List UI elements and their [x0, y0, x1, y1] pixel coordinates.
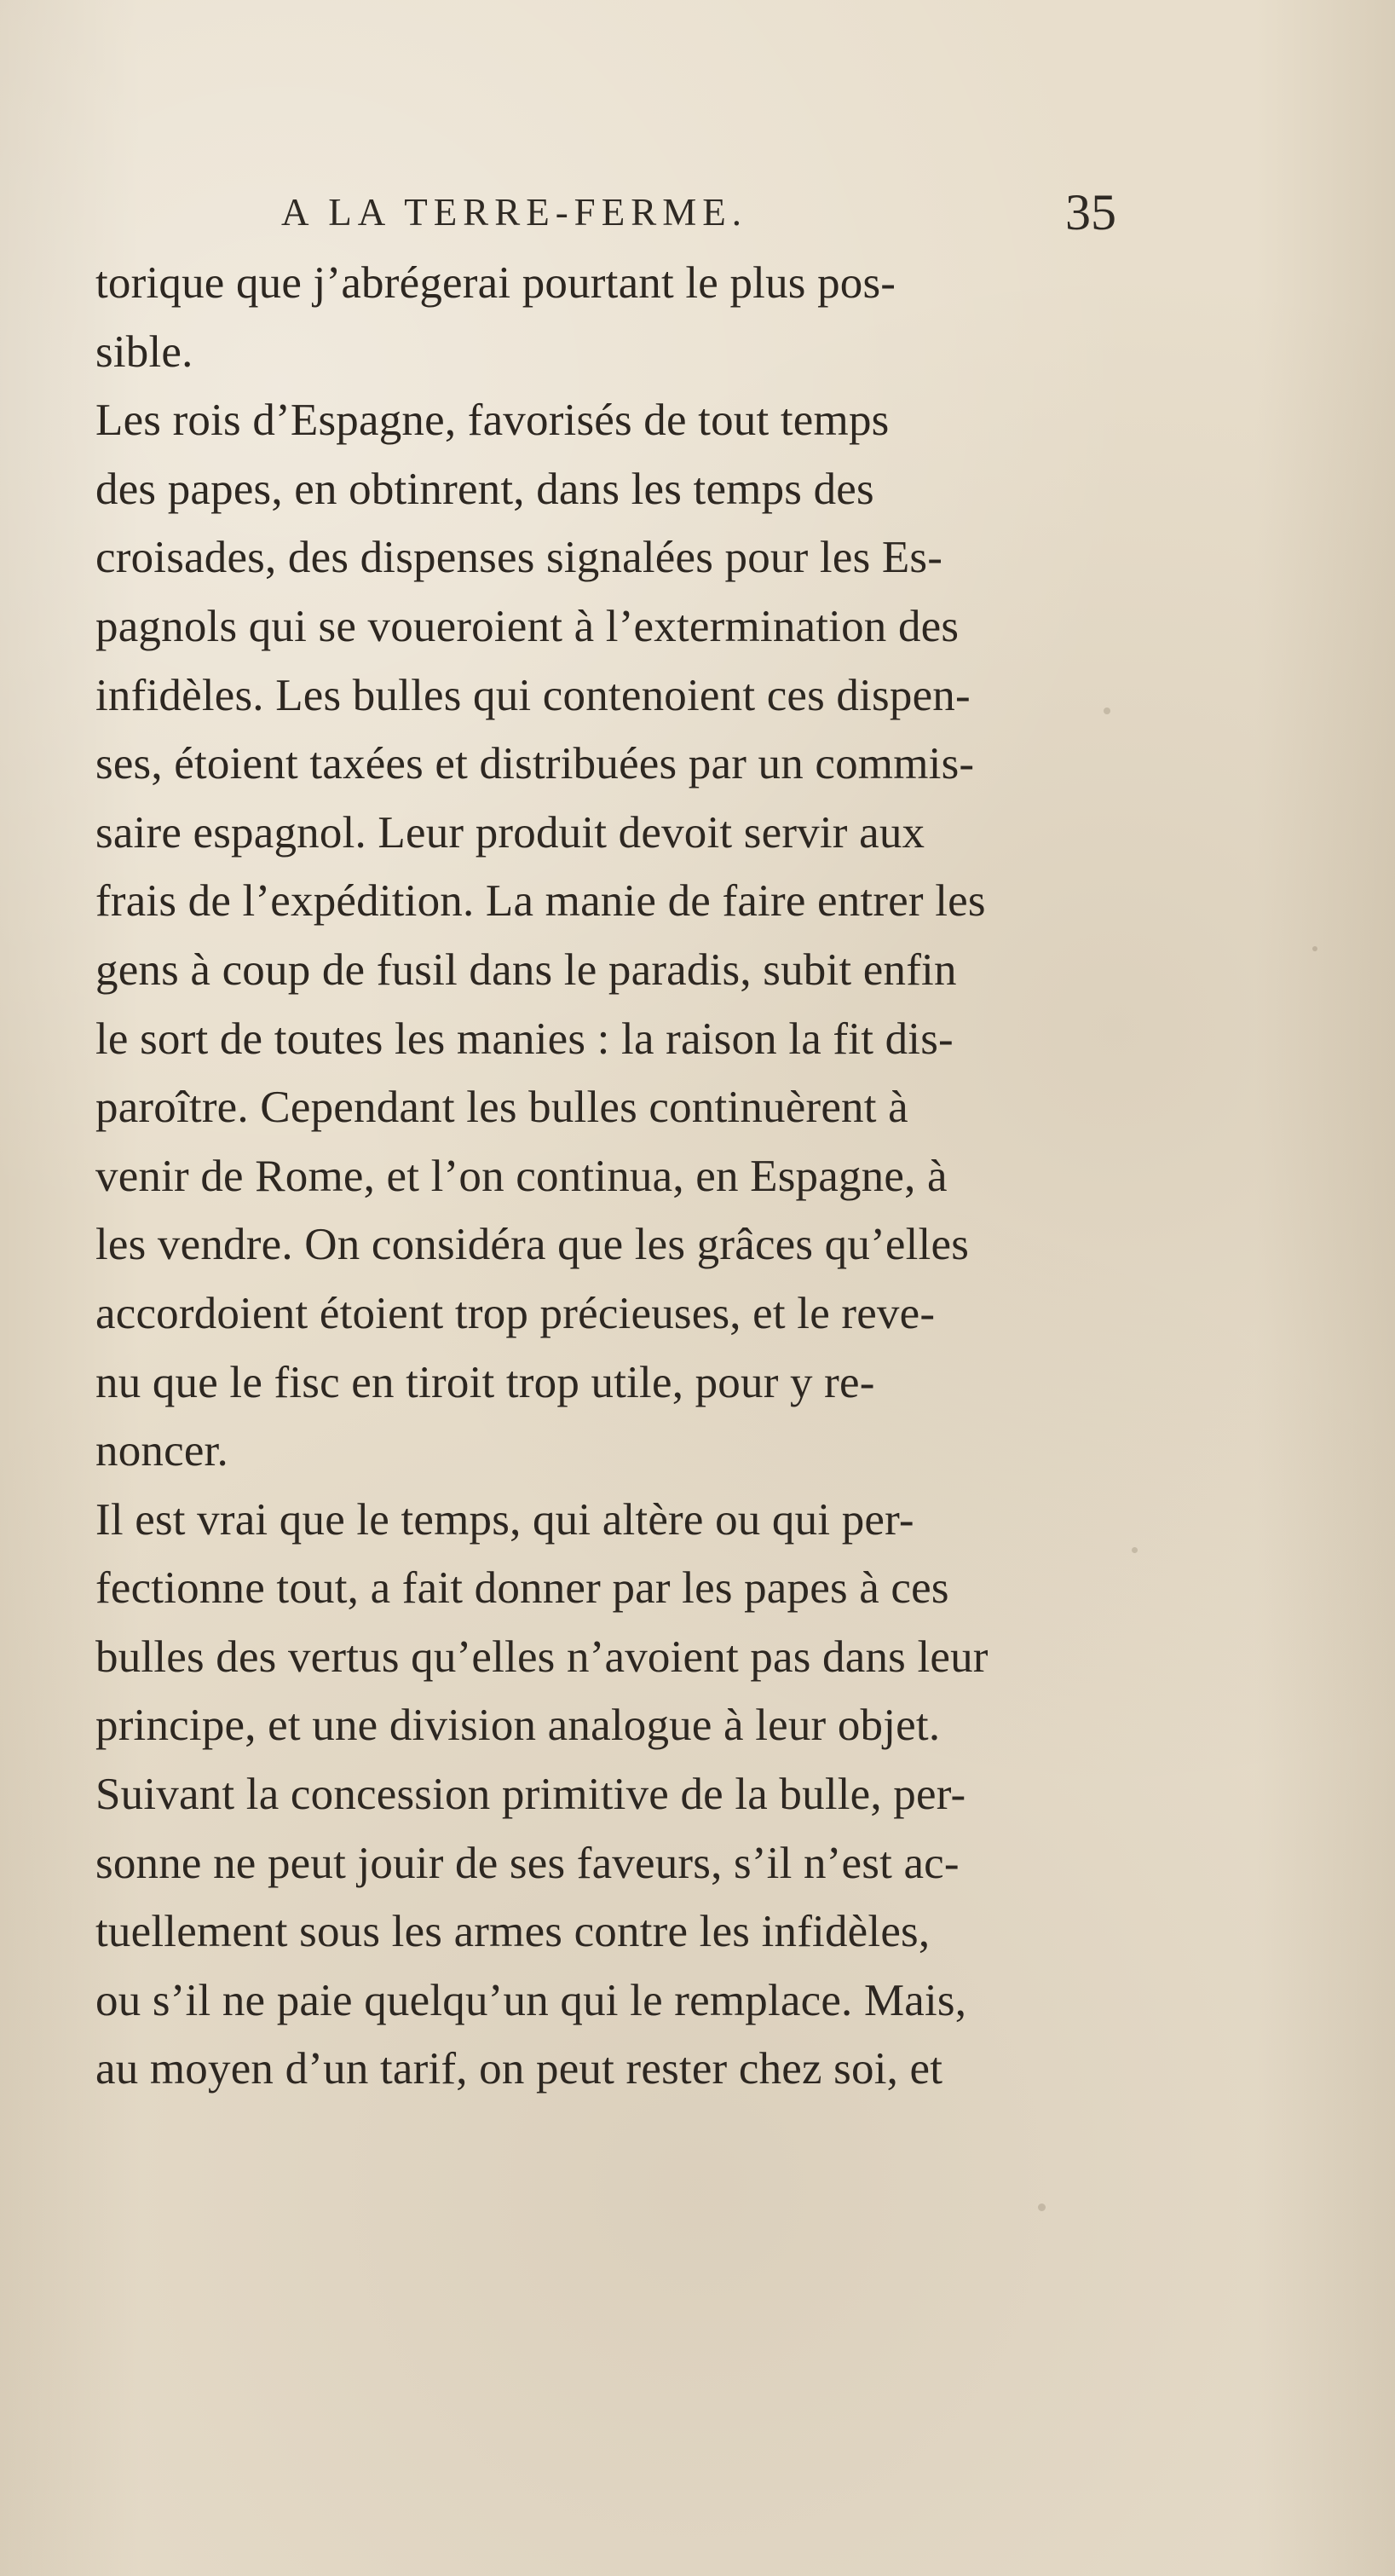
paper-speck — [1132, 1547, 1138, 1553]
paper-speck — [1312, 946, 1317, 951]
body-text — [95, 249, 1101, 2104]
page-header — [281, 175, 1116, 243]
text-line: infidèles. Les bulles qui contenoient ces dispen- — [95, 670, 971, 720]
text-line: torique que j’abrégerai pourtant le plus pos- — [95, 258, 896, 308]
text-line: le sort de toutes les manies : la raison la fit dis- — [95, 1014, 954, 1064]
text-line: frais de l’expédition. La manie de faire entrer les — [95, 876, 986, 927]
text-line: sible. — [95, 326, 193, 377]
text-line: Il est vrai que le temps, qui altère ou qui per- — [95, 1494, 914, 1545]
text-line: fectionne tout, a fait donner par les papes à ces — [95, 1563, 949, 1614]
running-title: A LA TERRE-FERME. — [281, 191, 747, 234]
text-line: tuellement sous les armes contre les infidèles, — [95, 1907, 931, 1957]
text-line: ou s’il ne paie quelqu’un qui le remplace. Mais, — [95, 1975, 967, 2025]
text-line: croisades, des dispenses signalées pour les Es- — [95, 533, 943, 583]
paper-speck — [1104, 708, 1110, 714]
text-line: gens à coup de fusil dans le paradis, subit enfin — [95, 944, 957, 995]
text-line: les vendre. On considéra que les grâces qu’elles — [95, 1220, 970, 1270]
text-line: pagnols qui se voueroient à l’extermination des — [95, 601, 960, 651]
text-line: Les rois d’Espagne, favorisés de tout temps — [95, 396, 890, 446]
page-number: 35 — [1065, 184, 1116, 240]
text-line: ses, étoient taxées et distribuées par un commis- — [95, 739, 975, 789]
text-line: noncer. — [95, 1426, 228, 1476]
text-line: nu que le fisc en tiroit trop utile, pour y re- — [95, 1357, 875, 1407]
text-line: sonne ne peut jouir de ses faveurs, s’il n’est ac- — [95, 1838, 960, 1888]
text-line: Suivant la concession primitive de la bulle, per- — [95, 1770, 966, 1820]
text-line: venir de Rome, et l’on continua, en Espagne, à — [95, 1151, 948, 1201]
text-line: au moyen d’un tarif, on peut rester chez soi, et — [95, 2044, 943, 2094]
paper-speck — [1038, 2203, 1046, 2211]
text-line: des papes, en obtinrent, dans les temps des — [95, 464, 874, 514]
text-line: paroître. Cependant les bulles continuèrent à — [95, 1083, 908, 1133]
text-line: bulles des vertus qu’elles n’avoient pas dans leur — [95, 1632, 989, 1682]
text-line: saire espagnol. Leur produit devoit servir aux — [95, 807, 925, 858]
text-line: principe, et une division analogue à leur objet. — [95, 1701, 941, 1751]
text-line: accordoient étoient trop précieuses, et le reve- — [95, 1288, 936, 1338]
